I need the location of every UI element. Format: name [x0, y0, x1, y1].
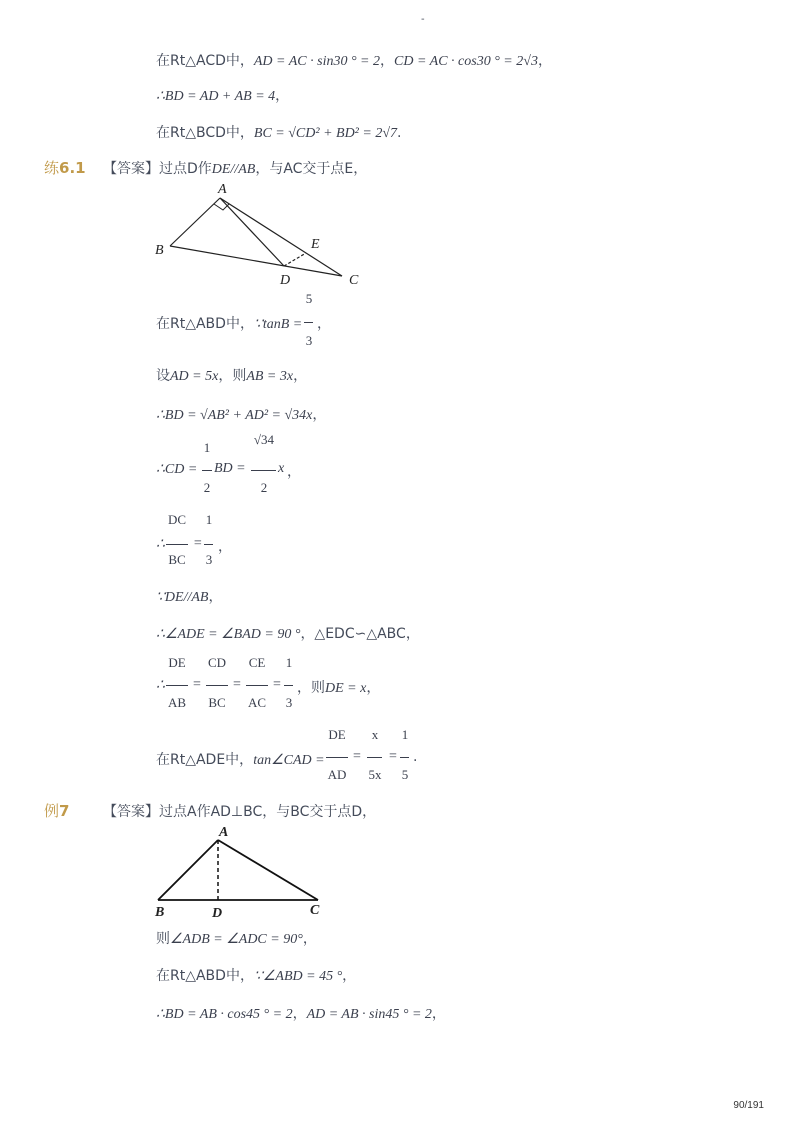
fraction-bar	[326, 757, 348, 758]
text: ，	[287, 464, 301, 480]
equals-sign: =	[273, 677, 281, 692]
fraction-denominator: AC	[247, 695, 267, 710]
formula: AD = AC · sin30 ° = 2	[253, 54, 381, 69]
exercise-label: 练	[44, 159, 60, 177]
exercise-6-1-heading	[44, 157, 86, 178]
line-tan-cad	[156, 749, 325, 769]
vertex-label-a: A	[218, 182, 227, 197]
formula: DE//AB	[211, 162, 256, 177]
equals-sign: =	[353, 749, 361, 764]
line-rt-acd	[156, 50, 552, 70]
fraction-bar	[400, 757, 409, 758]
fraction-numerator: √34	[253, 432, 275, 447]
fraction-bar	[367, 757, 382, 758]
fraction-bar	[304, 322, 313, 323]
formula: =	[193, 536, 203, 551]
text: ，则	[297, 680, 325, 696]
triangle-figure-abc-altitude	[150, 822, 330, 922]
formula: ∴BD = AD + AB = 4	[156, 89, 276, 104]
formula: DE = x	[325, 681, 367, 696]
text: ，	[312, 407, 327, 423]
example-7-text	[103, 801, 376, 821]
formula: ∴∠ADE = ∠BAD = 90 °	[156, 627, 301, 642]
vertex-label-d: D	[212, 906, 223, 921]
fraction-numerator: CD	[207, 655, 227, 670]
fraction-denominator: 3	[205, 552, 213, 567]
fraction-bar	[284, 685, 293, 686]
text: .	[397, 125, 402, 141]
text: 在Rt△ACD中，	[156, 53, 254, 69]
formula: ∵∠ABD = 45 °	[253, 969, 343, 984]
fraction-bar	[202, 470, 212, 471]
vertex-label-a: A	[219, 825, 229, 840]
line-then-de	[297, 677, 380, 697]
fraction-denominator: 5	[401, 767, 409, 782]
fraction-bar	[204, 544, 213, 545]
text: 过点D作	[159, 161, 212, 177]
formula: x	[278, 461, 285, 476]
formula: BC = √CD² + BD² = 2√7	[253, 126, 398, 141]
vertex-label-b: B	[155, 243, 164, 258]
fraction-numerator: 1	[205, 512, 213, 527]
header-mark: -	[421, 14, 425, 25]
fraction-numerator: DC	[167, 512, 187, 527]
formula: ∠ADB = ∠ADC = 90°	[170, 932, 303, 947]
fraction-numerator: DE	[328, 727, 346, 742]
vertex-label-d: D	[280, 273, 291, 288]
text: ，	[218, 539, 232, 555]
line-tanb	[156, 313, 302, 333]
vertex-label-e: E	[311, 237, 320, 252]
text: ，	[293, 368, 308, 384]
fraction-numerator: 1	[401, 727, 409, 742]
answer-tag: 【答案】	[103, 161, 159, 177]
formula: tan∠CAD =	[253, 753, 325, 768]
fraction-bar	[166, 544, 188, 545]
text: 在Rt△ABD中，	[156, 968, 254, 984]
triangle-figure-abc-de	[150, 178, 370, 290]
equals-sign: =	[193, 677, 201, 692]
text: ，△EDC∽△ABC，	[300, 626, 420, 642]
page-number: 90/191	[733, 1100, 764, 1111]
equals-sign: =	[233, 677, 241, 692]
text: 在Rt△ADE中，	[156, 752, 254, 768]
fraction-denominator: BC	[168, 552, 186, 567]
formula: AD = 5x	[170, 369, 219, 384]
formula: CD = AC · cos30 ° = 2√3	[394, 54, 538, 69]
fraction-denominator: 3	[305, 333, 313, 348]
example-7-heading	[44, 800, 69, 821]
formula: ∴	[156, 678, 165, 693]
vertex-label-c: C	[310, 903, 320, 918]
text: ，	[366, 680, 381, 696]
fraction-denominator: AB	[167, 695, 187, 710]
fraction-denominator: 2	[260, 480, 268, 495]
fraction-numerator: 1	[203, 440, 211, 455]
fraction-bar	[206, 685, 228, 686]
formula: ∴BD = √AB² + AD² = √34x	[156, 408, 313, 423]
text: ，	[431, 1006, 446, 1022]
fraction-bar	[251, 470, 276, 471]
exercise-6-1-text	[103, 158, 367, 178]
example-label: 例	[44, 802, 60, 820]
fraction-bar	[166, 685, 188, 686]
example-number: 7	[59, 802, 70, 820]
formula: AB = 3x	[246, 369, 294, 384]
line-de-parallel-ab	[156, 586, 222, 606]
formula: ∴BD = AB · cos45 ° = 2	[156, 1007, 293, 1022]
fraction-numerator: CE	[248, 655, 266, 670]
text: 设	[156, 368, 170, 384]
text: ，	[275, 88, 290, 104]
formula: AD = AB · sin45 ° = 2	[306, 1007, 432, 1022]
answer-tag: 【答案】	[103, 804, 159, 820]
text: ，	[208, 589, 223, 605]
text: 在Rt△BCD中，	[156, 125, 254, 141]
text: ，	[380, 53, 395, 69]
exercise-number: 6.1	[59, 159, 86, 177]
vertex-label-c: C	[349, 273, 359, 288]
line-angle-ade	[156, 623, 420, 643]
fraction-numerator: 5	[305, 291, 313, 306]
text: ，	[317, 316, 331, 332]
line-right-angles	[156, 928, 317, 948]
fraction-numerator: x	[371, 727, 379, 742]
text: 则	[156, 931, 170, 947]
fraction-bar	[246, 685, 268, 686]
line-rt-bcd	[156, 122, 401, 142]
text: ，	[537, 53, 552, 69]
text: 在Rt△ABD中，	[156, 316, 254, 332]
line-bd	[156, 85, 289, 105]
line-rt-abd-angle	[156, 965, 356, 985]
text: ，	[342, 968, 357, 984]
equals-sign: =	[389, 749, 397, 764]
formula: BD =	[214, 461, 246, 476]
fraction-denominator: 2	[203, 480, 211, 495]
text: .	[413, 749, 418, 765]
line-set-ad	[156, 365, 307, 385]
formula: ∵tanB =	[253, 317, 303, 332]
fraction-denominator: 3	[285, 695, 293, 710]
formula: ∵DE//AB	[156, 590, 209, 605]
fraction-denominator: 5x	[368, 767, 382, 782]
text: ，	[292, 1006, 307, 1022]
text: 过点A作AD⊥BC，与BC交于点D，	[159, 804, 377, 820]
fraction-numerator: 1	[285, 655, 293, 670]
text: ，则	[218, 368, 247, 384]
fraction-numerator: DE	[168, 655, 186, 670]
line-bd-ad-values	[156, 1003, 446, 1023]
fraction-denominator: BC	[208, 695, 226, 710]
formula: ∴	[156, 537, 165, 552]
formula: ∴CD =	[156, 462, 198, 477]
line-bd-sqrt	[156, 404, 326, 424]
vertex-label-b: B	[155, 905, 165, 920]
fraction-denominator: AD	[327, 767, 347, 782]
text: ，与AC交于点E，	[255, 161, 368, 177]
text: ，	[302, 931, 317, 947]
